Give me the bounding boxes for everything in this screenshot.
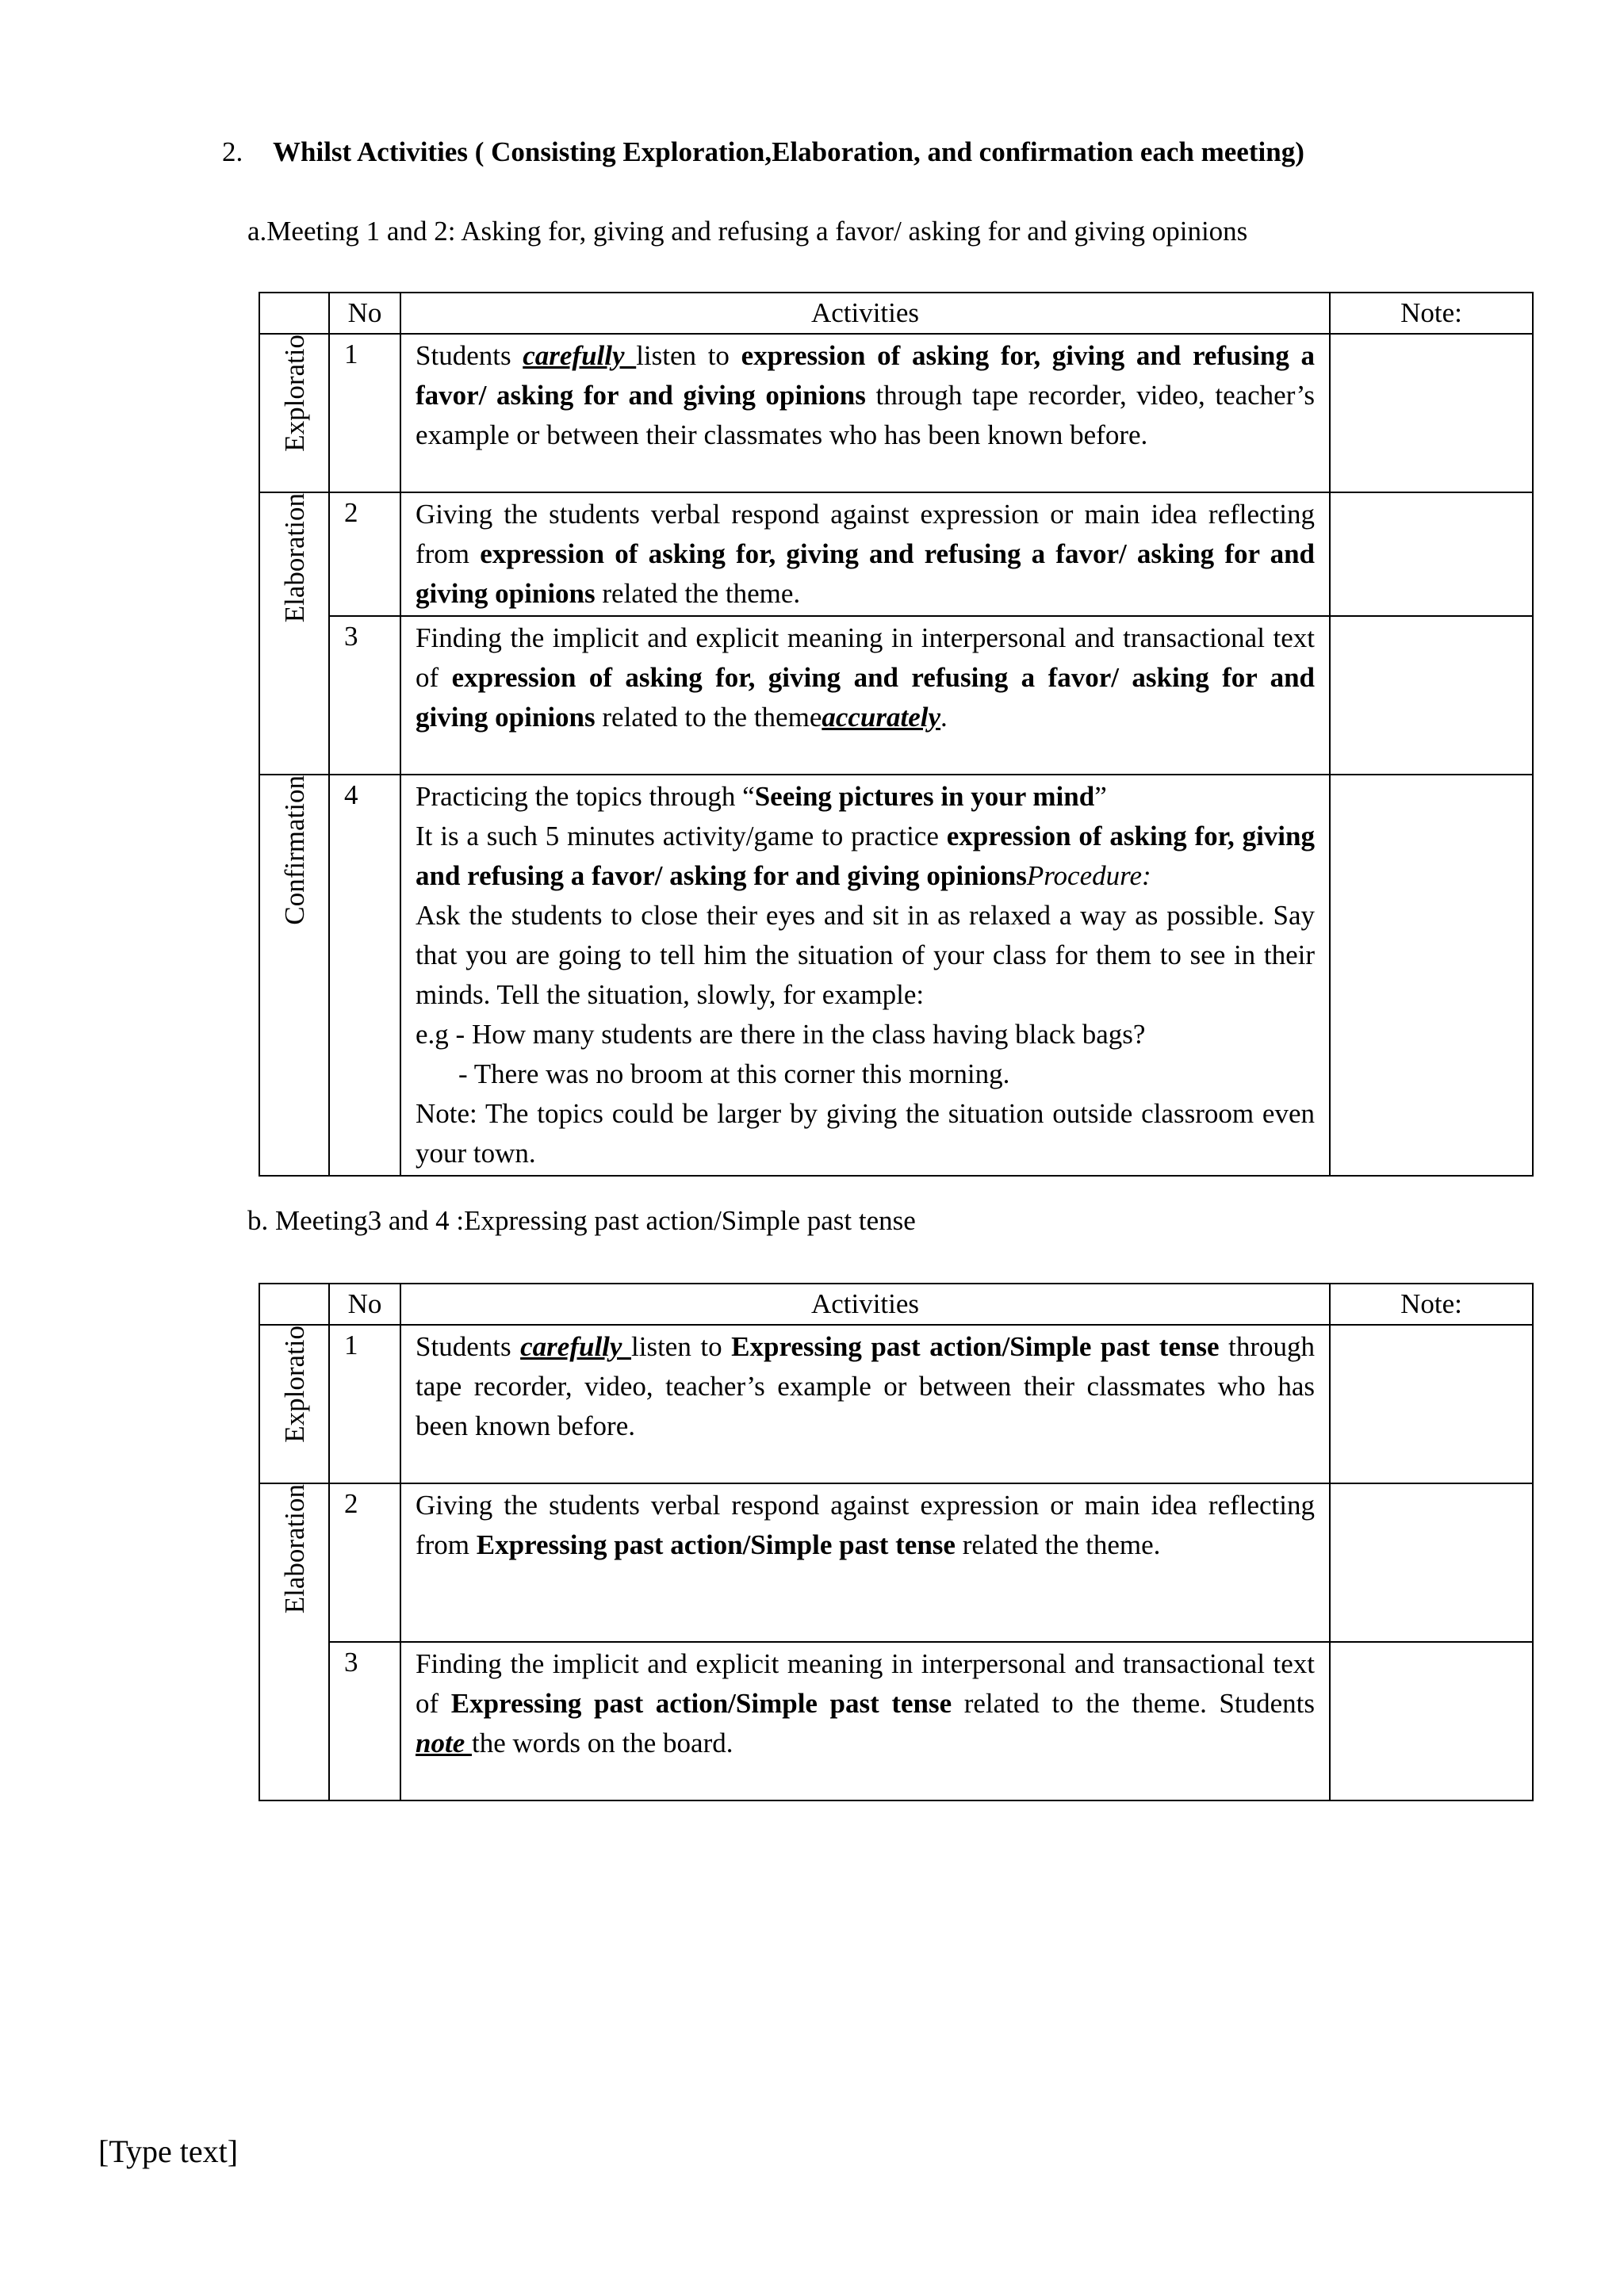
emphasis-carefully: carefully <box>520 1331 631 1362</box>
emphasis-accurately: accurately <box>822 702 941 733</box>
note-header: Note: <box>1330 1284 1533 1325</box>
phase-label-elaboration: Elaboration <box>278 493 310 623</box>
table-row <box>259 775 1533 1176</box>
row-number: 2 <box>329 1483 400 1642</box>
note-cell <box>1330 1325 1533 1483</box>
phase-cell-elaboration <box>259 492 329 775</box>
section-heading <box>222 136 1304 168</box>
no-header: No <box>329 1284 400 1325</box>
section-number: 2. <box>222 136 243 167</box>
row-number: 1 <box>329 1325 400 1483</box>
activity-cell: Giving the students verbal respond against expression or main idea reflecting from Expressing past action/Simple past tense related the theme. <box>400 1483 1330 1642</box>
table-header-row <box>259 293 1533 334</box>
phase-label-exploration: Exploratio <box>278 1326 310 1443</box>
phase-header-cell <box>259 293 329 334</box>
row-number: 3 <box>329 616 400 775</box>
note-cell <box>1330 616 1533 775</box>
table-row <box>259 616 1533 775</box>
table-row <box>259 1325 1533 1483</box>
phase-cell-confirmation <box>259 775 329 1176</box>
table-row <box>259 1483 1533 1642</box>
activity-cell: Students carefully listen to expression of asking for, giving and refusing a favor/ asking for and giving opinions through tape recorder, video, teacher’s example or between their classmates who has been known before. <box>400 334 1330 492</box>
footer-placeholder-text: [Type text] <box>98 2133 239 2169</box>
phase-cell-exploration <box>259 334 329 492</box>
meeting-b-table <box>259 1283 1534 1801</box>
phase-header-cell <box>259 1284 329 1325</box>
table-row <box>259 1642 1533 1800</box>
activity-cell: Finding the implicit and explicit meaning in interpersonal and transactional text of Expressing past action/Simple past tense related to the theme. Students note the words on the board. <box>400 1642 1330 1800</box>
table-row <box>259 334 1533 492</box>
phase-label-confirmation: Confirmation <box>278 775 310 925</box>
table-row <box>259 492 1533 616</box>
table-header-row <box>259 1284 1533 1325</box>
note-cell <box>1330 775 1533 1176</box>
note-cell <box>1330 334 1533 492</box>
activity-cell: Finding the implicit and explicit meaning in interpersonal and transactional text of expression of asking for, giving and refusing a favor/ asking for and giving opinions related to the themeaccurately. <box>400 616 1330 775</box>
section-title: Whilst Activities ( Consisting Exploration,Elaboration, and confirmation each meeting) <box>273 136 1304 167</box>
note-cell <box>1330 492 1533 616</box>
phase-label-exploration: Exploratio <box>278 335 310 452</box>
activities-header: Activities <box>400 1284 1330 1325</box>
emphasis-carefully: carefully <box>523 340 637 371</box>
row-number: 4 <box>329 775 400 1176</box>
activity-cell: Students carefully listen to Expressing past action/Simple past tense through tape recorder, video, teacher’s example or between their classmates who has been known before. <box>400 1325 1330 1483</box>
activity-cell: Practicing the topics through “Seeing pictures in your mind” It is a such 5 minutes activity/game to practice expression of asking for, giving and refusing a favor/ asking for and giving opinionsProcedure: Ask the students to close their eyes and sit in as relaxed a way as possible. Say that you are going to tell him the situation of your class for them to see in their minds. Tell the situation, slowly, for example: e.g - How many students are there in the class having black bags? - There was no broom at this corner this morning. Note: The topics could be larger by giving the situation outside classroom even your town. <box>400 775 1330 1176</box>
meeting-a-title: a.Meeting 1 and 2: Asking for, giving and refusing a favor/ asking for and giving opinions <box>247 216 1248 247</box>
meeting-b-title: b. Meeting3 and 4 :Expressing past action/Simple past tense <box>247 1205 916 1236</box>
phase-cell-elaboration <box>259 1483 329 1800</box>
row-number: 1 <box>329 334 400 492</box>
phase-cell-exploration <box>259 1325 329 1483</box>
note-header: Note: <box>1330 293 1533 334</box>
note-cell <box>1330 1483 1533 1642</box>
phase-label-elaboration: Elaboration <box>278 1484 310 1614</box>
meeting-a-table <box>259 292 1534 1177</box>
activity-cell: Giving the students verbal respond against expression or main idea reflecting from expression of asking for, giving and refusing a favor/ asking for and giving opinions related the theme. <box>400 492 1330 616</box>
emphasis-note: note <box>416 1728 472 1758</box>
row-number: 2 <box>329 492 400 616</box>
row-number: 3 <box>329 1642 400 1800</box>
no-header: No <box>329 293 400 334</box>
note-cell <box>1330 1642 1533 1800</box>
activities-header: Activities <box>400 293 1330 334</box>
